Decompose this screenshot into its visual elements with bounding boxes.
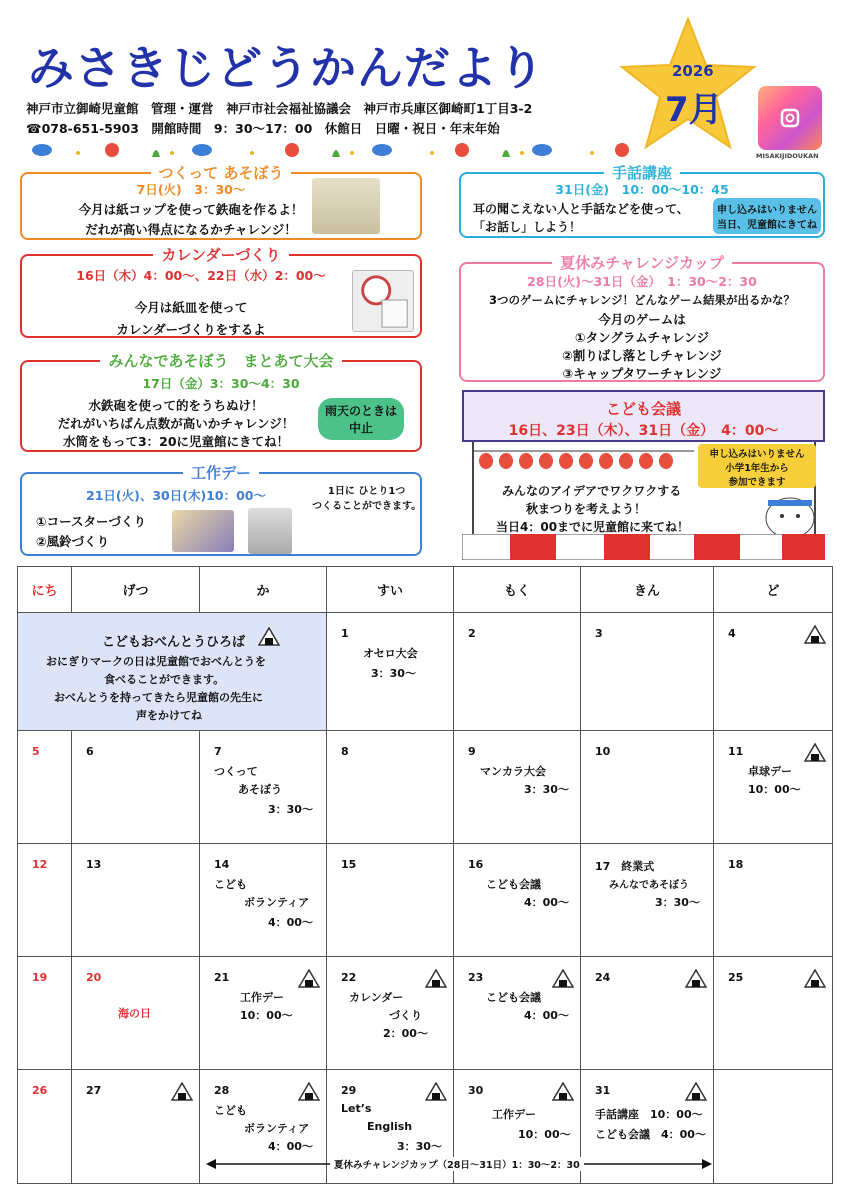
calendar-day-cell[interactable] [714, 613, 833, 731]
event-date: 28日(火)～31日（金） 1：30～2：30 [527, 274, 757, 289]
day-event-text: 3：30～ [524, 783, 569, 796]
day-event-text: こども会議 [486, 878, 541, 891]
calendar-day-cell[interactable] [714, 731, 833, 844]
event-matoate-box [20, 352, 422, 452]
event-desc: 秋まつりを考えよう！ [526, 502, 647, 516]
event-date: 16日（木）4：00～、22日（水）2：00～ [76, 268, 326, 283]
event-tsukutte-box [20, 164, 422, 240]
calendar-day-cell[interactable] [18, 731, 72, 844]
hours-line: ☎078-651-5903 開館時間 9：30～17：00 休館日 日曜・祝日・年末年始 [26, 121, 500, 136]
calendar-day-cell[interactable] [454, 731, 581, 844]
event-heading: 工作デー [183, 464, 259, 482]
day-event-text: 10：00～ [518, 1128, 571, 1141]
day-event-text: 3：30～ [268, 803, 313, 816]
onigiri-icon [685, 1082, 707, 1102]
day-number: 9 [468, 745, 476, 758]
calendar-day-cell[interactable] [200, 731, 327, 844]
day-number: 11 [728, 745, 744, 758]
day-event-text: オセロ大会 [363, 647, 418, 660]
event-kousaku-box [20, 464, 422, 556]
day-number: 22 [341, 971, 357, 984]
day-number: 12 [32, 858, 48, 871]
calendar-day-cell[interactable] [72, 957, 200, 1070]
event-desc: 水鉄砲を使って的をうちぬけ！ [88, 398, 264, 413]
day-event-text: ボランティア [244, 1122, 310, 1135]
event-desc: 3つのゲームにチャレンジ！どんなゲーム結果が出るかな？ [488, 293, 796, 307]
day-number: 15 [341, 858, 357, 871]
day-number: 28 [214, 1084, 230, 1097]
event-date: 21日(火)、30日(木)10：00～ [86, 488, 266, 503]
event-desc: 今月は紙皿を使って [134, 300, 248, 315]
event-desc: カレンダーづくりをするよ [116, 322, 266, 337]
weekday-header: か [200, 567, 327, 613]
no-registration-notice: 申し込みはいりません 当日、児童館にきてね [713, 198, 821, 234]
coaster-photo [172, 510, 234, 552]
issue-year: 2026 [672, 62, 714, 80]
event-desc: 耳の聞こえない人と手話などを使って、 [473, 202, 689, 216]
calendar-day-cell[interactable] [581, 844, 714, 957]
monthly-calendar [17, 566, 833, 1184]
day-number: 26 [32, 1084, 48, 1097]
event-desc: みんなのアイデアでワクワクする [502, 484, 682, 498]
day-event-text: 3：30～ [397, 1140, 442, 1153]
day-event-text: 4：00～ [524, 896, 569, 909]
calendar-day-cell[interactable] [454, 844, 581, 957]
day-event-text: 4：00～ [268, 916, 313, 929]
day-event-text: English [367, 1120, 413, 1133]
day-event-text: づくり [389, 1009, 422, 1022]
event-date: 16日、23日（木）、31日（金） 4：00～ [508, 423, 779, 439]
day-event-text: 3：30～ [655, 896, 700, 909]
day-event-text: 2：00～ [383, 1027, 428, 1040]
onigiri-icon [804, 969, 826, 989]
event-item: ①コースターづくり [36, 514, 146, 529]
day-event-text: 10：00～ [748, 783, 801, 796]
bento-desc: おにぎりマークの日は児童館でおべんとうを [46, 655, 266, 668]
onigiri-icon [685, 969, 707, 989]
day-event-text: カレンダー [349, 991, 404, 1004]
day-event-text: 工作デー [492, 1108, 536, 1121]
weekday-header: もく [454, 567, 581, 613]
day-event-text: あそぼう [238, 783, 282, 796]
day-number: 27 [86, 1084, 102, 1097]
day-number: 3 [595, 627, 603, 640]
paper-cup-photo [312, 178, 380, 234]
onigiri-icon [804, 743, 826, 763]
event-kaigi-stage [472, 442, 816, 536]
onigiri-icon [171, 1082, 193, 1102]
newsletter-title: みさきじどうかんだより [28, 41, 545, 95]
day-event-text: 工作デー [240, 991, 284, 1004]
bento-desc: 声をかけてね [136, 709, 202, 722]
onigiri-icon [425, 969, 447, 989]
address-line: 神戸市立御崎児童館 管理・運営 神戸市社会福祉協議会 神戸市兵庫区御崎町1丁目3-2 [26, 101, 533, 116]
calendar-day-cell[interactable] [18, 957, 72, 1070]
day-number: 25 [728, 971, 744, 984]
day-number: 6 [86, 745, 94, 758]
onigiri-icon [298, 1082, 320, 1102]
weekday-header: きん [581, 567, 714, 613]
calendar-day-cell[interactable] [200, 844, 327, 957]
day-number: 1 [341, 627, 349, 640]
day-number: 29 [341, 1084, 357, 1097]
calendar-day-cell[interactable] [72, 731, 200, 844]
rain-notice: 雨天のときは 中止 [318, 398, 404, 440]
event-desc: 「お話し」しよう！ [473, 220, 582, 234]
calendar-day-cell[interactable] [327, 957, 454, 1070]
event-desc: 当日4：00までに児童館に来てね！ [496, 520, 690, 534]
event-heading: 夏休みチャレンジカップ [552, 254, 732, 272]
bento-desc: おべんとうを持ってきたら児童館の先生に [54, 691, 263, 704]
day-number: 21 [214, 971, 230, 984]
event-heading: カレンダーづくり [153, 246, 288, 264]
event-desc: だれがいちばん点数が高いかチャレンジ！ [57, 416, 295, 431]
calendar-day-cell[interactable] [454, 957, 581, 1070]
day-number: 31 [595, 1084, 611, 1097]
event-date: 7日(火) 3：30～ [136, 182, 246, 197]
day-number: 23 [468, 971, 484, 984]
calendar-day-cell[interactable] [18, 1070, 72, 1184]
calendar-day-cell[interactable] [18, 844, 72, 957]
day-number: 2 [468, 627, 476, 640]
day-number: 30 [468, 1084, 484, 1097]
calendar-day-cell[interactable] [581, 731, 714, 844]
event-desc: だれが高い得点になるかチャレンジ！ [85, 222, 297, 237]
paper-plate-calendar-photo [352, 270, 414, 332]
day-event-text: こども会議 4：00～ [595, 1128, 706, 1141]
day-number: 24 [595, 971, 611, 984]
calendar-day-cell[interactable] [327, 731, 454, 844]
calendar-day-cell[interactable] [714, 1070, 833, 1184]
weekday-header: げつ [72, 567, 200, 613]
day-number: 5 [32, 745, 40, 758]
calendar-day-cell[interactable] [327, 613, 454, 731]
weekday-header: にち [18, 567, 72, 613]
day-event-text: つくって [214, 765, 258, 778]
day-event-text: 4：00～ [524, 1009, 569, 1022]
day-number: 14 [214, 858, 230, 871]
event-date: 31日(金) 10：00～10：45 [555, 182, 729, 197]
event-shuwa-box [459, 164, 825, 238]
event-date: 17日（金）3：30～4：30 [142, 376, 300, 391]
day-number: 18 [728, 858, 744, 871]
kaigi-notice: 申し込みはいりません 小学1年生から 参加できます [698, 444, 816, 488]
day-number: 17 終業式 [595, 860, 655, 873]
onigiri-icon [804, 625, 826, 645]
weekday-header: すい [327, 567, 454, 613]
day-event-text: 海の日 [118, 1007, 151, 1020]
calendar-day-cell[interactable] [714, 844, 833, 957]
instagram-qr-code[interactable] [758, 86, 822, 150]
day-event-text: 10：00～ [240, 1009, 293, 1022]
event-desc: 今月は紙コップを使って鉄砲を作るよ！ [78, 202, 304, 217]
event-desc: 水筒をもって3：20に児童館にきてね！ [62, 434, 290, 449]
day-event-text: マンカラ大会 [480, 765, 546, 778]
stage-base [462, 534, 825, 560]
event-note: 1日に ひとり1つ つくることができます。 [312, 486, 422, 512]
day-event-text: こども [214, 878, 247, 891]
calendar-day-cell[interactable] [200, 957, 327, 1070]
calendar-day-cell[interactable] [327, 844, 454, 957]
weekday-header: ど [714, 567, 833, 613]
event-item: ①タングラムチャレンジ [575, 330, 709, 345]
event-natsu-box [459, 254, 825, 382]
day-number: 10 [595, 745, 611, 758]
event-item: ③キャップタワーチャレンジ [562, 366, 722, 381]
lanterns-decoration [474, 448, 694, 470]
cat-mascot-icon [762, 486, 818, 538]
day-number: 19 [32, 971, 48, 984]
event-kaigi-banner [462, 390, 825, 442]
day-event-text: Let’s [341, 1102, 372, 1115]
onigiri-icon [298, 969, 320, 989]
challenge-cup-label: 夏休みチャレンジカップ（28日～31日）1：30～2：30 [330, 1157, 584, 1171]
wind-chime-photo [248, 508, 292, 554]
calendar-day-cell[interactable] [72, 1070, 200, 1184]
day-number: 4 [728, 627, 736, 640]
event-heading: つくって あそぼう [151, 164, 292, 182]
qr-label: MISAKIJIDOUKAN [756, 152, 819, 160]
event-item: ②風鈴づくり [36, 534, 110, 549]
onigiri-icon [552, 969, 574, 989]
day-event-text: ボランティア [244, 896, 310, 909]
day-event-text: 3：30～ [371, 667, 416, 680]
event-calendar-box [20, 246, 422, 338]
calendar-day-cell[interactable] [714, 957, 833, 1070]
bento-desc: 食べることができます。 [104, 673, 225, 686]
day-number: 16 [468, 858, 484, 871]
bento-title: こどもおべんとうひろば [102, 635, 246, 650]
day-event-text: 手話講座 10：00～ [595, 1108, 703, 1121]
day-event-text: こども [214, 1104, 247, 1117]
calendar-day-cell[interactable] [581, 957, 714, 1070]
event-heading: みんなであそぼう まとあて大会 [100, 352, 341, 370]
day-event-text: みんなであそぼう [609, 880, 689, 891]
bento-info-cell [18, 613, 327, 731]
event-item: ②割りばし落としチャレンジ [562, 348, 722, 363]
day-number: 20 [86, 971, 102, 984]
day-event-text: 卓球デー [748, 765, 792, 778]
day-event-text: こども会議 [486, 991, 541, 1004]
day-number: 8 [341, 745, 349, 758]
onigiri-icon [258, 627, 280, 647]
day-event-text: 4：00～ [268, 1140, 313, 1153]
event-heading: こども会議 [605, 400, 681, 418]
event-desc: 今月のゲームは [598, 312, 686, 327]
onigiri-icon [552, 1082, 574, 1102]
issue-month: 7月 [665, 90, 723, 130]
day-number: 13 [86, 858, 102, 871]
decorative-border [28, 137, 648, 163]
calendar-day-cell[interactable] [454, 613, 581, 731]
event-heading: 手話講座 [604, 164, 680, 182]
calendar-day-cell[interactable] [581, 613, 714, 731]
calendar-day-cell[interactable] [72, 844, 200, 957]
day-number: 7 [214, 745, 222, 758]
onigiri-icon [425, 1082, 447, 1102]
